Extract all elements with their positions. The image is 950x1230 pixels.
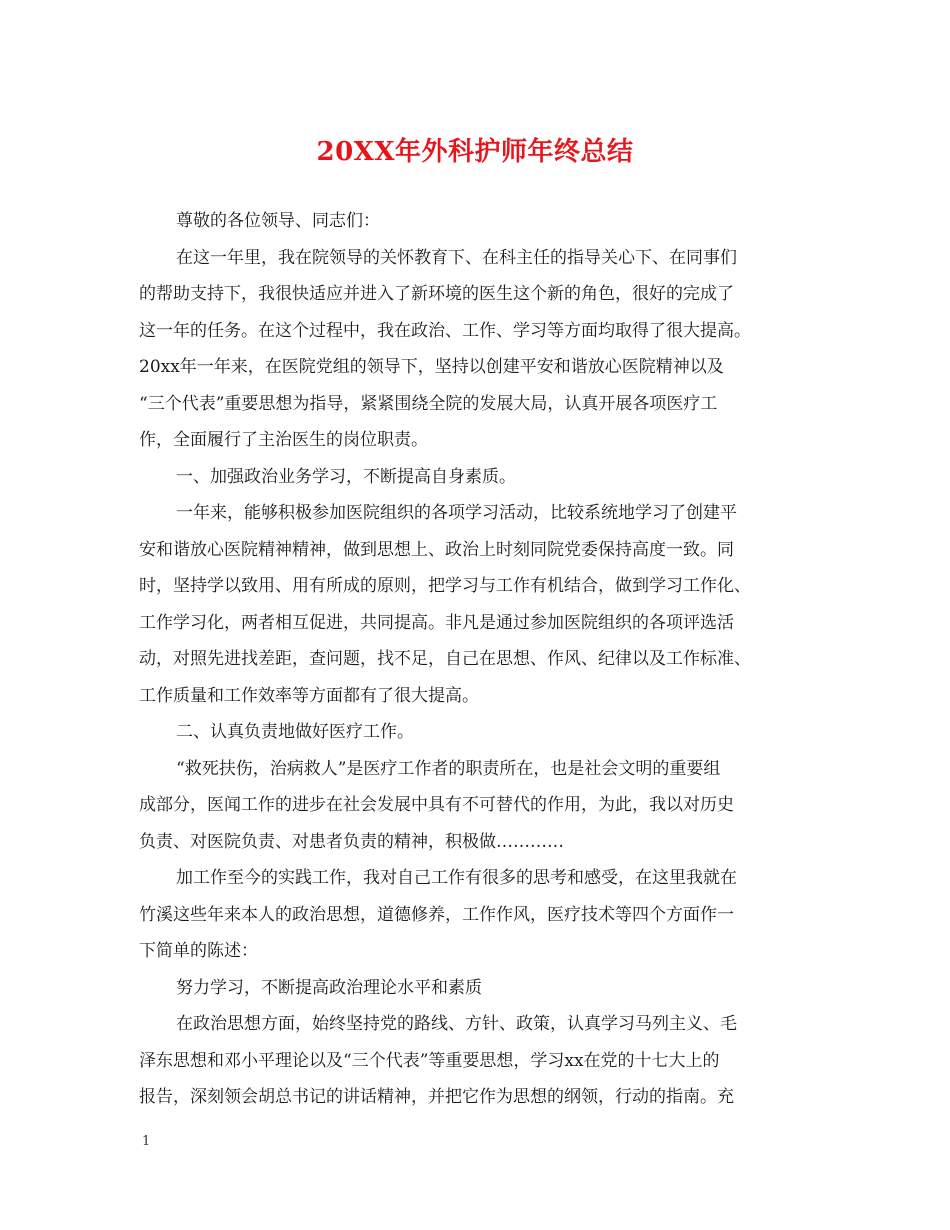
text-line: 下简单的陈述： — [139, 941, 258, 961]
text-line: 负责、对医院负责、对患者负责的精神，积极做………… — [139, 831, 564, 852]
text-line: 工作质量和工作效率等方面都有了很大提高。 — [139, 685, 479, 706]
text-line: 报告，深刻领会胡总书记的讲话精神，并把它作为思想的纲领，行动的指南。充 — [139, 1087, 734, 1107]
text-line: 在政治思想方面，始终坚持党的路线、方针、政策，认真学习马列主义、毛 — [176, 1014, 737, 1034]
page-number: 1 — [142, 1134, 151, 1149]
text-line: 二、认真负责地做好医疗工作。 — [176, 722, 414, 742]
text-line: 竹溪这些年来本人的政治思想，道德修养，工作作风，医疗技术等四个方面作一 — [139, 904, 734, 925]
text-line: 20xx年一年来，在医院党组的领导下，坚持以创建平安和谐放心医院精神以及 — [139, 357, 724, 377]
text-line: 成部分，医闻工作的进步在社会发展中具有不可替代的作用，为此，我以对历史 — [139, 795, 734, 815]
text-line: 安和谐放心医院精神精神，做到思想上、政治上时刻同院党委保持高度一致。同 — [139, 539, 734, 560]
document-title: 20XX年外科护师年终总结 — [316, 137, 634, 167]
text-line: 工作学习化，两者相互促进，共同提高。非凡是通过参加医院组织的各项评选活 — [139, 612, 734, 633]
text-line: 这一年的任务。在这个过程中，我在政治、工作、学习等方面均取得了很大提高。 — [139, 320, 751, 341]
text-line: 一、加强政治业务学习，不断提高自身素质。 — [176, 466, 516, 487]
text-line: 一年来，能够积极参加医院组织的各项学习活动，比较系统地学习了创建平 — [176, 503, 737, 523]
text-line: 努力学习，不断提高政治理论水平和素质 — [176, 977, 482, 998]
text-line: 时，坚持学以致用、用有所成的原则，把学习与工作有机结合，做到学习工作化、 — [139, 576, 751, 596]
text-line: 在这一年里，我在院领导的关怀教育下、在科主任的指导关心下、在同事们 — [176, 247, 737, 268]
text-line: 加工作至今的实践工作，我对自己工作有很多的思考和感受，在这里我就在 — [176, 868, 737, 888]
text-line: “三个代表”重要思想为指导，紧紧围绕全院的发展大局，认真开展各项医疗工 — [139, 393, 718, 414]
text-line: “救死扶伤，治病救人”是医疗工作者的职责所在，也是社会文明的重要组 — [176, 758, 721, 779]
document-body — [139, 203, 807, 1116]
text-line: 动，对照先进找差距，查问题，找不足，自己在思想、作风、纪律以及工作标准、 — [139, 649, 751, 669]
text-line: 尊敬的各位领导、同志们： — [176, 211, 380, 231]
text-line: 作，全面履行了主治医生的岗位职责。 — [139, 430, 428, 450]
text-line: 泽东思想和邓小平理论以及“三个代表”等重要思想，学习xx在党的十七大上的 — [139, 1050, 720, 1071]
text-line: 的帮助支持下，我很快适应并进入了新环境的医生这个新的角色，很好的完成了 — [139, 284, 734, 304]
